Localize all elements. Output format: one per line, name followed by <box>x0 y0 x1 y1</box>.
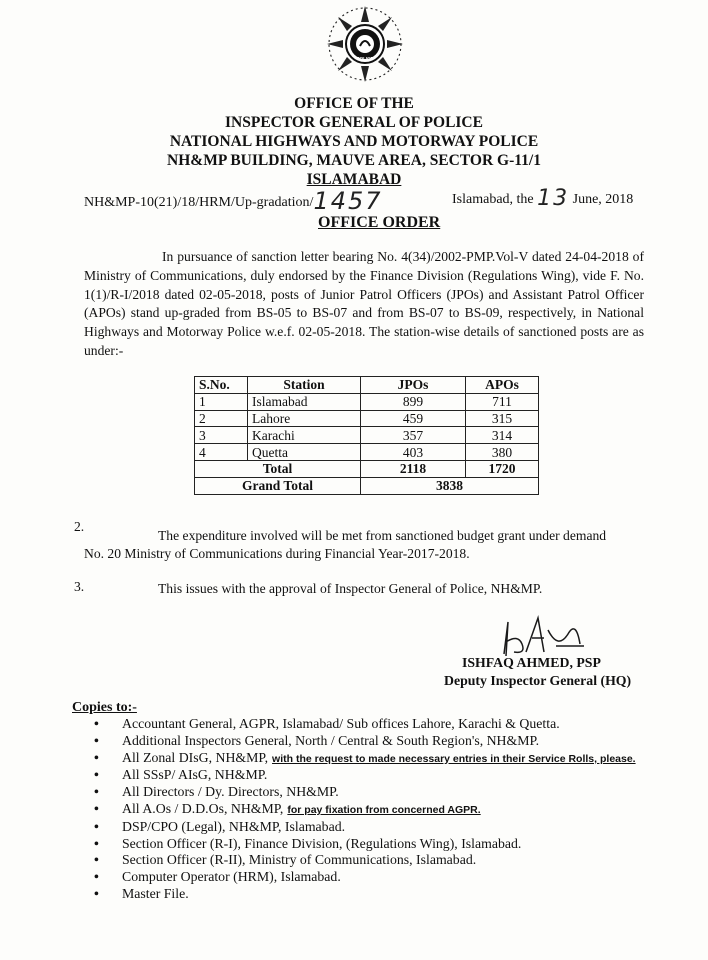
col-header-station: Station <box>248 377 361 394</box>
paragraph-2-line-2: No. 20 Ministry of Communications during Financial Year-2017-2018. <box>84 546 470 561</box>
paragraph-1: In pursuance of sanction letter bearing No. 4(34)/2002-PMP.Vol-V dated 24-04-2018 of Ministry of Communications, duly endorsed by the Finance Division (Regulations Wing), vide F. No. 1(1)/R-I/2018 dated 02-05-2018, posts of Junior Patrol Officers (JPOs) and Assistant Patrol Officer (APOs) stand up-graded from BS-05 to BS-07 and from BS-07 to BS-09, respectively, in National Highways and Motorway Police w.e.f. 02-05-2018. The station-wise details of sanctioned posts are as under:- <box>84 249 644 358</box>
copy-recipient: Master File. <box>122 885 189 901</box>
cell-apos: 315 <box>466 410 539 427</box>
copy-note: for pay fixation from concerned AGPR. <box>287 803 481 816</box>
cell-jpos: 403 <box>361 444 466 461</box>
handwritten-reference-no: 1457 <box>313 187 383 215</box>
list-item <box>92 819 636 836</box>
total-apos: 1720 <box>466 460 539 477</box>
copies-list <box>92 716 636 903</box>
copy-recipient: Accountant General, AGPR, Islamabad/ Sub offices Lahore, Karachi & Quetta. <box>122 716 560 731</box>
list-item <box>92 767 636 784</box>
bullet-icon: • <box>94 800 99 816</box>
col-header-apos: APOs <box>466 377 539 394</box>
handwritten-day: 13 <box>537 186 570 211</box>
cell-station: Quetta <box>248 444 361 461</box>
copy-recipient: Additional Inspectors General, North / Central & South Region's, NH&MP. <box>122 732 540 748</box>
cell-station: Lahore <box>248 410 361 427</box>
cell-jpos: 459 <box>361 410 466 427</box>
cell-station: Karachi <box>248 427 361 444</box>
table-row <box>195 444 539 461</box>
copies-heading: Copies to:- <box>72 700 137 715</box>
bullet-icon: • <box>94 716 99 731</box>
total-jpos: 2118 <box>361 460 466 477</box>
date-prefix: Islamabad, the <box>452 192 534 207</box>
document-title: OFFICE ORDER <box>318 214 441 231</box>
bullet-icon: • <box>94 749 99 765</box>
copy-recipient: All Zonal DIsG, NH&MP, <box>122 749 269 765</box>
issue-date <box>452 184 633 209</box>
signatory-name: ISHFAQ AHMED, PSP <box>462 655 601 670</box>
list-item <box>92 836 636 853</box>
list-item <box>92 852 636 869</box>
bullet-icon: • <box>94 869 99 885</box>
copy-recipient: All A.Os / D.D.Os, NH&MP, <box>122 800 284 816</box>
total-label: Total <box>195 460 361 477</box>
list-item <box>92 750 636 768</box>
cell-apos: 314 <box>466 427 539 444</box>
table-grand-total-row <box>195 477 539 494</box>
table-row <box>195 427 539 444</box>
list-item <box>92 716 636 733</box>
reference-number <box>84 184 383 215</box>
copy-recipient: All Directors / Dy. Directors, NH&MP. <box>122 784 339 800</box>
table-total-row <box>195 460 539 477</box>
table-header-row <box>195 377 539 394</box>
reference-prefix: NH&MP-10(21)/18/HRM/Up-gradation/ <box>84 195 314 210</box>
logo-text: POLICE <box>356 56 374 61</box>
signatory-designation: Deputy Inspector General (HQ) <box>444 673 632 688</box>
bullet-icon: • <box>94 885 99 901</box>
date-suffix: June, 2018 <box>572 192 634 207</box>
copy-recipient: Computer Operator (HRM), Islamabad. <box>122 869 341 885</box>
copy-recipient: Section Officer (R-II), Ministry of Communications, Islamabad. <box>122 852 477 868</box>
table-row <box>195 410 539 427</box>
bullet-icon: • <box>94 732 99 748</box>
grand-total-label: Grand Total <box>195 477 361 494</box>
cell-jpos: 357 <box>361 427 466 444</box>
cell-jpos: 899 <box>361 393 466 410</box>
para-3-number: 3. <box>74 579 85 594</box>
paragraph-2-line-1: The expenditure involved will be met from sanctioned budget grant under demand <box>158 528 607 543</box>
bullet-icon: • <box>94 784 99 800</box>
paragraph-3: This issues with the approval of Inspector General of Police, NH&MP. <box>158 581 543 596</box>
table-row <box>195 393 539 410</box>
list-item <box>92 886 636 903</box>
copy-recipient: All SSsP/ AIsG, NH&MP. <box>122 767 268 783</box>
cell-sno: 4 <box>195 444 248 461</box>
list-item <box>92 869 636 886</box>
header-line-office: OFFICE OF THE <box>294 95 414 112</box>
header-line-igp: INSPECTOR GENERAL OF POLICE <box>225 114 483 131</box>
col-header-jpos: JPOs <box>361 377 466 394</box>
copy-recipient: DSP/CPO (Legal), NH&MP, Islamabad. <box>122 818 346 834</box>
police-emblem-logo <box>319 4 411 86</box>
cell-sno: 1 <box>195 393 248 410</box>
bullet-icon: • <box>94 835 99 851</box>
copy-recipient: Section Officer (R-I), Finance Division, (Regulations Wing), Islamabad. <box>122 835 522 851</box>
list-item <box>92 733 636 750</box>
header-city-text: ISLAMABAD <box>306 171 402 188</box>
sanctioned-posts-table <box>194 376 539 495</box>
bullet-icon: • <box>94 767 99 783</box>
header-line-address: NH&MP BUILDING, MAUVE AREA, SECTOR G-11/1 <box>167 152 541 169</box>
cell-sno: 3 <box>195 427 248 444</box>
bullet-icon: • <box>94 852 99 868</box>
list-item <box>92 784 636 801</box>
copy-note: with the request to made necessary entries in their Service Rolls, please. <box>272 752 636 765</box>
cell-sno: 2 <box>195 410 248 427</box>
grand-total-value: 3838 <box>361 477 539 494</box>
cell-apos: 380 <box>466 444 539 461</box>
list-item <box>92 801 636 819</box>
bullet-icon: • <box>94 818 99 834</box>
para-2-number: 2. <box>74 519 85 534</box>
col-header-sno: S.No. <box>195 377 248 394</box>
cell-station: Islamabad <box>248 393 361 410</box>
header-line-nhmp: NATIONAL HIGHWAYS AND MOTORWAY POLICE <box>169 133 539 150</box>
cell-apos: 711 <box>466 393 539 410</box>
